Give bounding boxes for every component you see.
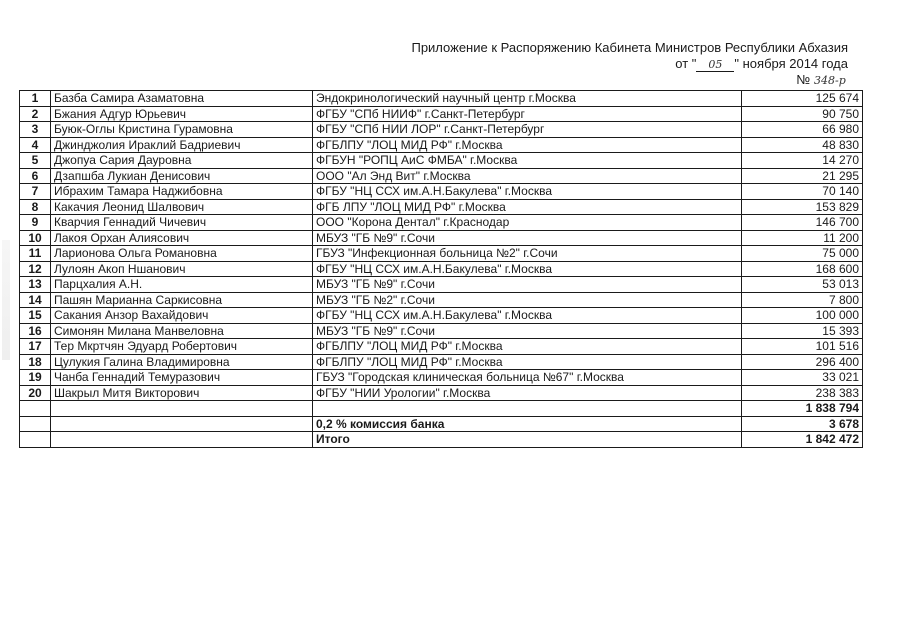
commission-row [20,416,863,432]
payment-amount: 53 013 [742,277,863,293]
row-number: 18 [20,354,51,370]
recipient-name: Ларионова Ольга Романовна [51,246,313,262]
payment-amount: 296 400 [742,354,863,370]
recipient-name: Пашян Марианна Саркисовна [51,292,313,308]
table-row [20,323,863,339]
medical-institution: Эндокринологический научный центр г.Москва [313,91,742,107]
payment-amount: 7 800 [742,292,863,308]
row-number: 5 [20,153,51,169]
number-prefix: № [796,72,811,87]
table-row [20,215,863,231]
row-number: 20 [20,385,51,401]
subtotal-amount: 1 838 794 [742,401,863,417]
payment-amount: 14 270 [742,153,863,169]
table-row [20,385,863,401]
medical-institution: ФГБ ЛПУ "ЛОЦ МИД РФ" г.Москва [313,199,742,215]
payment-amount: 238 383 [742,385,863,401]
recipient-name: Симонян Милана Манвеловна [51,323,313,339]
empty-cell [51,432,313,448]
medical-institution: ГБУЗ "Инфекционная больница №2" г.Сочи [313,246,742,262]
row-number: 12 [20,261,51,277]
total-amount: 1 842 472 [742,432,863,448]
table-row [20,106,863,122]
medical-institution: ФГБУ "НЦ ССХ им.А.Н.Бакулева" г.Москва [313,184,742,200]
medical-institution: ФГБУ "НЦ ССХ им.А.Н.Бакулева" г.Москва [313,308,742,324]
recipient-name: Джинджолия Ираклий Бадриевич [51,137,313,153]
scan-edge-artifact [2,240,10,360]
row-number: 6 [20,168,51,184]
document-header [328,40,848,89]
payment-amount: 48 830 [742,137,863,153]
date-suffix: " ноября 2014 года [734,56,848,71]
recipient-name: Кварчия Геннадий Чичевич [51,215,313,231]
commission-amount: 3 678 [742,416,863,432]
empty-cell [20,416,51,432]
payment-amount: 168 600 [742,261,863,277]
row-number: 9 [20,215,51,231]
recipient-name: Цулукия Галина Владимировна [51,354,313,370]
row-number: 15 [20,308,51,324]
recipient-name: Парцхалия А.Н. [51,277,313,293]
payments-table [19,90,863,448]
medical-institution: ФГБУН "РОПЦ АиС ФМБА" г.Москва [313,153,742,169]
recipient-name: Джопуа Сария Дауровна [51,153,313,169]
recipient-name: Буюк-Оглы Кристина Гурамовна [51,122,313,138]
table-row [20,261,863,277]
recipient-name: Ибрахим Тамара Наджибовна [51,184,313,200]
subtotal-row [20,401,863,417]
header-date [328,56,848,72]
table-row [20,137,863,153]
row-number: 17 [20,339,51,355]
header-title: Приложение к Распоряжению Кабинета Министров Республики Абхазия [411,40,848,55]
recipient-name: Шакрыл Митя Викторович [51,385,313,401]
payment-amount: 153 829 [742,199,863,215]
medical-institution: ФГБУ "СПб НИИФ" г.Санкт-Петербург [313,106,742,122]
table-row [20,246,863,262]
recipient-name: Чанба Геннадий Темуразович [51,370,313,386]
row-number: 10 [20,230,51,246]
medical-institution: МБУЗ "ГБ №9" г.Сочи [313,277,742,293]
medical-institution: ФГБЛПУ "ЛОЦ МИД РФ" г.Москва [313,339,742,355]
table-row [20,199,863,215]
commission-label: 0,2 % комиссия банка [313,416,742,432]
table-row [20,354,863,370]
table-row [20,91,863,107]
medical-institution: МБУЗ "ГБ №2" г.Сочи [313,292,742,308]
medical-institution: ФГБУ "НЦ ССХ им.А.Н.Бакулева" г.Москва [313,261,742,277]
medical-institution: ООО "Ал Энд Вит" г.Москва [313,168,742,184]
payment-amount: 100 000 [742,308,863,324]
table-row [20,122,863,138]
date-day-handwritten: 05 [696,59,734,72]
medical-institution: ФГБУ "СПб НИИ ЛОР" г.Санкт-Петербург [313,122,742,138]
empty-cell [313,401,742,417]
payment-amount: 15 393 [742,323,863,339]
empty-cell [51,401,313,417]
medical-institution: МБУЗ "ГБ №9" г.Сочи [313,230,742,246]
recipient-name: Базба Самира Азаматовна [51,91,313,107]
table-row [20,230,863,246]
recipient-name: Сакания Анзор Вахайдович [51,308,313,324]
medical-institution: МБУЗ "ГБ №9" г.Сочи [313,323,742,339]
medical-institution: ФГБЛПУ "ЛОЦ МИД РФ" г.Москва [313,137,742,153]
table-row [20,370,863,386]
table-summary [20,401,863,448]
row-number: 2 [20,106,51,122]
payment-amount: 146 700 [742,215,863,231]
payment-amount: 33 021 [742,370,863,386]
row-number: 1 [20,91,51,107]
number-handwritten: 348-р [814,74,846,87]
payment-amount: 90 750 [742,106,863,122]
header-number [328,72,848,89]
empty-cell [20,401,51,417]
recipient-name: Бжания Адгур Юрьевич [51,106,313,122]
table-row [20,153,863,169]
medical-institution: ООО "Корона Дентал" г.Краснодар [313,215,742,231]
table-row [20,308,863,324]
empty-cell [51,416,313,432]
recipient-name: Лулоян Акоп Ншанович [51,261,313,277]
empty-cell [20,432,51,448]
payment-amount: 101 516 [742,339,863,355]
medical-institution: ГБУЗ "Городская клиническая больница №67" г.Москва [313,370,742,386]
recipient-name: Тер Мкртчян Эдуард Робертович [51,339,313,355]
date-prefix: от " [675,56,697,71]
row-number: 3 [20,122,51,138]
row-number: 11 [20,246,51,262]
payment-amount: 11 200 [742,230,863,246]
payment-amount: 70 140 [742,184,863,200]
table-row [20,184,863,200]
payment-amount: 75 000 [742,246,863,262]
payment-amount: 125 674 [742,91,863,107]
table-row [20,168,863,184]
table-row [20,277,863,293]
table-row [20,339,863,355]
payment-amount: 21 295 [742,168,863,184]
medical-institution: ФГБУ "НИИ Урологии" г.Москва [313,385,742,401]
table-body [20,91,863,401]
total-label: Итого [313,432,742,448]
row-number: 14 [20,292,51,308]
row-number: 8 [20,199,51,215]
row-number: 4 [20,137,51,153]
recipient-name: Дзапшба Лукиан Денисович [51,168,313,184]
total-row [20,432,863,448]
row-number: 19 [20,370,51,386]
recipient-name: Лакоя Орхан Алиясович [51,230,313,246]
table-row [20,292,863,308]
medical-institution: ФГБЛПУ "ЛОЦ МИД РФ" г.Москва [313,354,742,370]
row-number: 7 [20,184,51,200]
payment-amount: 66 980 [742,122,863,138]
row-number: 13 [20,277,51,293]
row-number: 16 [20,323,51,339]
recipient-name: Какачия Леонид Шалвович [51,199,313,215]
